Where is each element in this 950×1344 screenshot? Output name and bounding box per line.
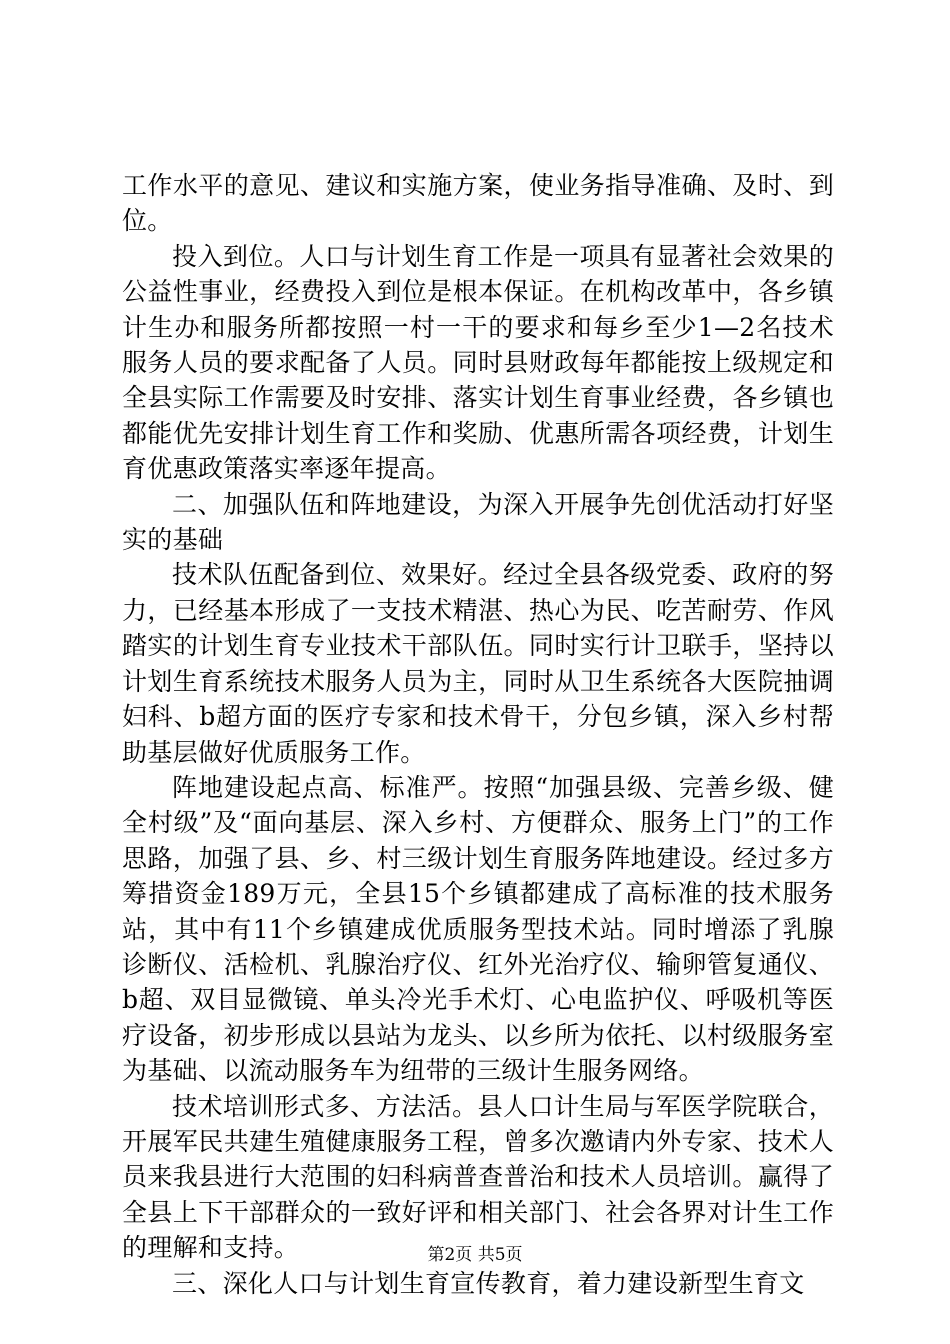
section-heading-3: 三、深化人口与计划生育宣传教育，着力建设新型生育文 — [172, 1268, 805, 1298]
paragraph-tech-team: 技术队伍配备到位、效果好。经过全县各级党委、政府的努力，已经基本形成了一支技术精湛、热心为民、吃苦耐劳、作风踏实的计划生育专业技术干部队伍。同时实行计卫联手，坚持以计划生育系统技术服务人员为主，同时从卫生系统各大医院抽调妇科、b超方面的医疗专家和技术骨干，分包乡镇，深入乡村帮助基层做好优质服务工作。 — [122, 560, 834, 767]
section-heading-2: 二、加强队伍和阵地建设，为深入开展争先创优活动打好坚实的基础 — [122, 489, 834, 555]
paragraph-continuation: 工作水平的意见、建议和实施方案，使业务指导准确、及时、到位。 — [122, 171, 834, 236]
paragraph-facilities: 阵地建设起点高、标准严。按照“加强县级、完善乡级、健全村级”及“面向基层、深入乡村、方便群众、服务上门”的工作思路，加强了县、乡、村三级计划生育服务阵地建设。经过多方筹措资金189万元，全县15个乡镇都建成了高标准的技术服务站，其中有11个乡镇建成优质服务型技术站。同时增添了乳腺诊断仪、活检机、乳腺治疗仪、红外光治疗仪、输卵管复通仪、b超、双目显微镜、单头冷光手术灯、心电监护仪、呼吸机等医疗设备，初步形成以县站为龙头、以乡所为依托、以村级服务室为基础、以流动服务车为纽带的三级计生服务网络。 — [122, 772, 834, 1086]
paragraph-training: 技术培训形式多、方法活。县人口计生局与军医学院联合，开展军民共建生殖健康服务工程，曾多次邀请内外专家、技术人员来我县进行大范围的妇科病普查普治和技术人员培训。赢得了全县上下干部群众的一致好评和相关部门、社会各界对计生工作的理解和支持。 — [122, 1091, 834, 1263]
page-number-footer: 第2页 共5页 — [427, 1245, 523, 1265]
paragraph-investment: 投入到位。人口与计划生育工作是一项具有显著社会效果的公益性事业，经费投入到位是根本保证。在机构改革中，各乡镇计生办和服务所都按照一村一干的要求和每乡至少1—2名技术服务人员的要求配备了人员。同时县财政每年都能按上级规定和全县实际工作需要及时安排、落实计划生育事业经费，各乡镇也都能优先安排计划生育工作和奖励、优惠所需各项经费，计划生育优惠政策落实率逐年提高。 — [122, 241, 834, 484]
document-body — [122, 168, 834, 1301]
